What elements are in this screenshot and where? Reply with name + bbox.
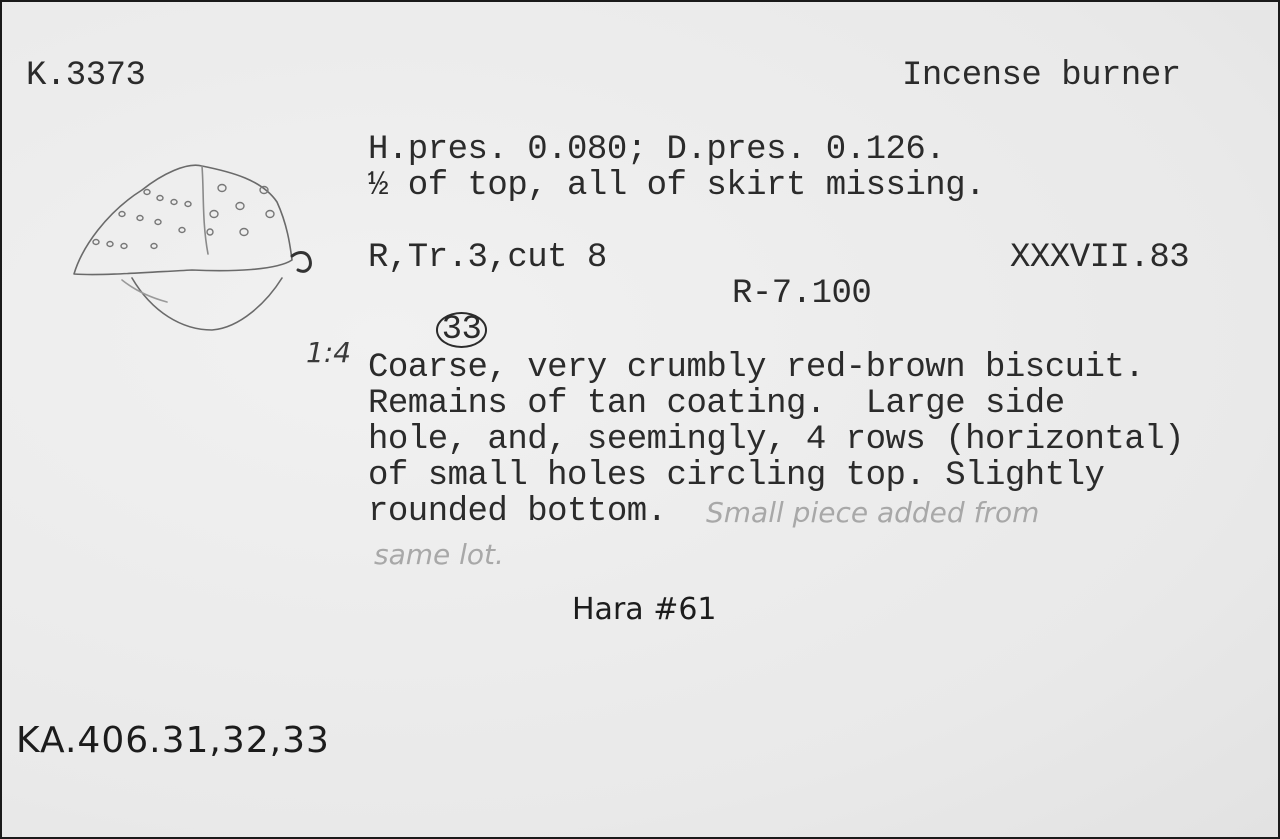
catalog-card: [2, 2, 1278, 837]
lot-number: R-7.100: [732, 275, 872, 313]
description-line-3: hole, and, seemingly, 4 rows (horizontal): [368, 421, 1185, 459]
description-line-4: of small holes circling top. Slightly: [368, 457, 1105, 495]
context: R,Tr.3,cut 8: [368, 239, 607, 277]
pencil-note-line-1: Small piece added from: [706, 496, 1040, 529]
description-line-5: rounded bottom.: [368, 493, 667, 531]
description-line-2: Remains of tan coating. Large side: [368, 385, 1065, 423]
condition: ½ of top, all of skirt missing.: [368, 167, 986, 205]
object-name: Incense burner: [902, 57, 1181, 95]
dimensions: H.pres. 0.080; D.pres. 0.126.: [368, 131, 946, 169]
circled-number: 33: [436, 312, 488, 348]
ka-numbers: KA.406.31,32,33: [16, 720, 330, 761]
margin-note: 1:4: [306, 336, 352, 369]
incense-burner-sketch: [62, 152, 332, 342]
description-line-1: Coarse, very crumbly red-brown biscuit.: [368, 349, 1145, 387]
catalog-number: K.3373: [26, 57, 146, 95]
handwritten-ref: Hara #61: [572, 592, 717, 627]
pencil-note-line-2: same lot.: [374, 538, 504, 571]
inventory-roman: XXXVII.83: [1010, 239, 1190, 277]
